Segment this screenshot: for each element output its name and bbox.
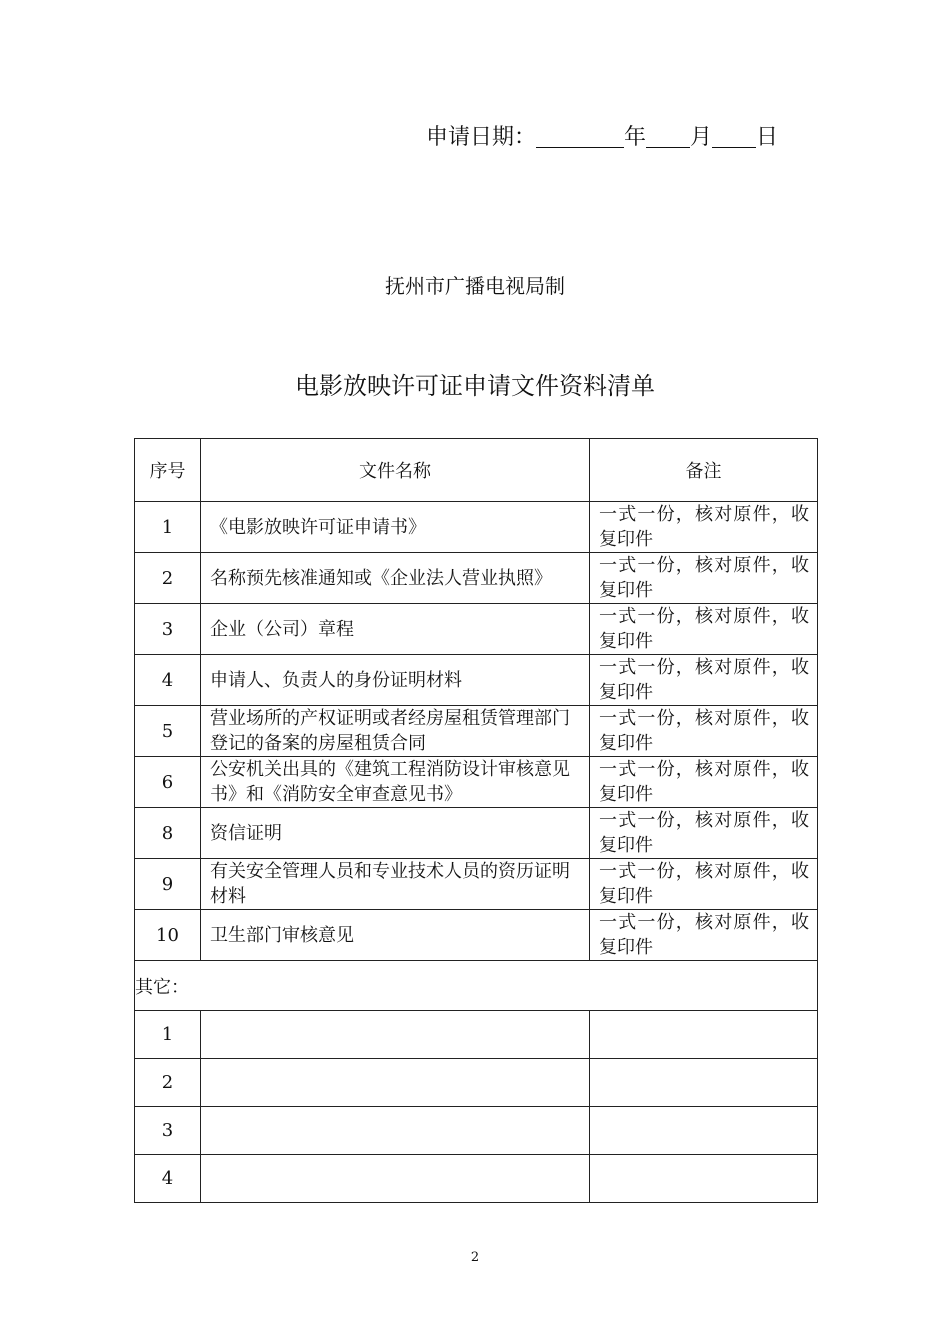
blank-document-name-cell[interactable] [201,1011,590,1059]
blank-row-serial: 1 [135,1011,201,1059]
row-serial: 1 [135,502,201,553]
row-remarks: 一式一份，核对原件，收复印件 [590,553,818,604]
table-row [135,604,818,655]
blank-document-name-cell[interactable] [201,1059,590,1107]
row-serial: 4 [135,655,201,706]
year-label: 年 [624,125,647,150]
table-header-row [135,439,818,502]
table-row [135,910,818,961]
row-document-name: 企业（公司）章程 [201,604,590,655]
blank-row-serial: 2 [135,1059,201,1107]
blank-row [135,1107,818,1155]
document-checklist-table [134,438,818,1203]
row-document-name: 公安机关出具的《建筑工程消防设计审核意见书》和《消防安全审查意见书》 [201,757,590,808]
blank-row-serial: 4 [135,1155,201,1203]
month-label: 月 [690,125,713,150]
blank-remarks-cell[interactable] [590,1059,818,1107]
row-remarks: 一式一份，核对原件，收复印件 [590,502,818,553]
blank-row [135,1011,818,1059]
row-serial: 6 [135,757,201,808]
page-number: 2 [470,1250,480,1265]
application-date-label: 申请日期： [426,125,537,150]
table-row [135,808,818,859]
row-remarks: 一式一份，核对原件，收复印件 [590,655,818,706]
row-remarks: 一式一份，核对原件，收复印件 [590,859,818,910]
day-blank[interactable] [712,121,756,148]
blank-remarks-cell[interactable] [590,1155,818,1203]
table-row [135,757,818,808]
header-serial: 序号 [135,439,201,502]
other-label: 其它： [135,961,818,1011]
row-document-name: 资信证明 [201,808,590,859]
row-serial: 9 [135,859,201,910]
application-date-line [426,120,778,151]
row-remarks: 一式一份，核对原件，收复印件 [590,910,818,961]
row-remarks: 一式一份，核对原件，收复印件 [590,808,818,859]
blank-row [135,1155,818,1203]
blank-row-serial: 3 [135,1107,201,1155]
row-serial: 3 [135,604,201,655]
row-serial: 8 [135,808,201,859]
row-serial: 5 [135,706,201,757]
issuer-line: 抚州市广播电视局制 [385,274,565,298]
month-blank[interactable] [646,121,690,148]
table-row [135,553,818,604]
table-row [135,706,818,757]
blank-document-name-cell[interactable] [201,1155,590,1203]
row-document-name: 申请人、负责人的身份证明材料 [201,655,590,706]
row-document-name: 《电影放映许可证申请书》 [201,502,590,553]
header-remarks: 备注 [590,439,818,502]
day-label: 日 [756,125,779,150]
header-document-name: 文件名称 [201,439,590,502]
row-document-name: 营业场所的产权证明或者经房屋租赁管理部门登记的备案的房屋租赁合同 [201,706,590,757]
blank-document-name-cell[interactable] [201,1107,590,1155]
row-serial: 10 [135,910,201,961]
blank-remarks-cell[interactable] [590,1011,818,1059]
row-remarks: 一式一份，核对原件，收复印件 [590,757,818,808]
table-row [135,859,818,910]
table-row [135,502,818,553]
row-remarks: 一式一份，核对原件，收复印件 [590,604,818,655]
row-remarks: 一式一份，核对原件，收复印件 [590,706,818,757]
document-title: 电影放映许可证申请文件资料清单 [295,372,655,400]
row-serial: 2 [135,553,201,604]
blank-remarks-cell[interactable] [590,1107,818,1155]
other-section-row [135,961,818,1011]
row-document-name: 名称预先核准通知或《企业法人营业执照》 [201,553,590,604]
blank-row [135,1059,818,1107]
row-document-name: 卫生部门审核意见 [201,910,590,961]
table-row [135,655,818,706]
row-document-name: 有关安全管理人员和专业技术人员的资历证明材料 [201,859,590,910]
year-blank[interactable] [536,121,624,148]
